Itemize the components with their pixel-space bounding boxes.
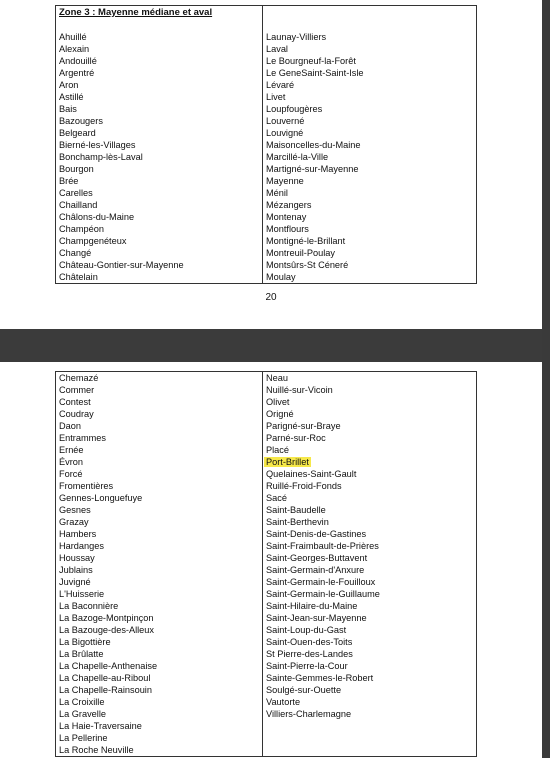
commune-item: Origné [266, 409, 294, 419]
commune-item: Champéon [59, 224, 104, 234]
commune-item: Astillé [59, 92, 84, 102]
commune-item: La Bigottière [59, 637, 111, 647]
viewer-scrollbar-track[interactable] [542, 0, 550, 758]
commune-item: Brée [59, 176, 79, 186]
commune-list-left [59, 372, 259, 756]
commune-item: La Chapelle-Rainsouin [59, 685, 152, 695]
commune-item: La Brûlatte [59, 649, 104, 659]
commune-item: Vautorte [266, 697, 301, 707]
commune-item: Bais [59, 104, 77, 114]
commune-item: Villiers-Charlemagne [266, 709, 352, 719]
commune-item: La Baconnière [59, 601, 119, 611]
commune-item: Lévaré [266, 80, 295, 90]
commune-item: Saint-Loup-du-Gast [266, 625, 347, 635]
commune-item: Loupfougères [266, 104, 323, 114]
commune-item: Saint-Pierre-la-Cour [266, 661, 348, 671]
commune-item: Aron [59, 80, 79, 90]
commune-item: Nuillé-sur-Vicoin [266, 385, 333, 395]
commune-item: La Chapelle-au-Riboul [59, 673, 151, 683]
commune-item: L'Huisserie [59, 589, 105, 599]
commune-item: Placé [266, 445, 289, 455]
commune-item: Évron [59, 457, 84, 467]
commune-item: Château-Gontier-sur-Mayenne [59, 260, 184, 270]
commune-item: Louvigné [266, 128, 304, 138]
page-number: 20 [265, 292, 277, 303]
commune-item: Martigné-sur-Mayenne [266, 164, 359, 174]
commune-item: Neau [266, 373, 288, 383]
commune-item: Montenay [266, 212, 307, 222]
commune-item: Saint-Germain-le-Fouilloux [266, 577, 376, 587]
commune-item: Juvigné [59, 577, 91, 587]
commune-item: Gesnes [59, 505, 91, 515]
commune-item: Andouillé [59, 56, 97, 66]
commune-list-right [266, 31, 473, 283]
commune-item: Changé [59, 248, 92, 258]
commune-item: Montflours [266, 224, 309, 234]
commune-item: Forcé [59, 469, 83, 479]
commune-item: Soulgé-sur-Ouette [266, 685, 342, 695]
commune-item: Coudray [59, 409, 94, 419]
commune-item: La Haie-Traversaine [59, 721, 142, 731]
commune-item: Parné-sur-Roc [266, 433, 326, 443]
commune-item: Parigné-sur-Braye [266, 421, 341, 431]
commune-item: Montsûrs-St Céneré [266, 260, 349, 270]
commune-item: Commer [59, 385, 95, 395]
commune-item: Sainte-Gemmes-le-Robert [266, 673, 374, 683]
commune-item: La Croixille [59, 697, 105, 707]
commune-item: Ahuillé [59, 32, 87, 42]
commune-item: Livet [266, 92, 286, 102]
commune-item: Saint-Hilaire-du-Maine [266, 601, 358, 611]
commune-item: Maisoncelles-du-Maine [266, 140, 361, 150]
left-column [56, 6, 263, 284]
commune-item: Argentré [59, 68, 95, 78]
commune-item: La Pellerine [59, 733, 108, 743]
commune-item: Bonchamp-lès-Laval [59, 152, 143, 162]
commune-item: Saint-Baudelle [266, 505, 326, 515]
commune-item: Bourgon [59, 164, 94, 174]
zone-3-table [55, 5, 477, 284]
commune-item: Carelles [59, 188, 93, 198]
right-column [263, 6, 477, 284]
commune-item: St Pierre-des-Landes [266, 649, 353, 659]
zone-3-table-continued [55, 371, 477, 757]
commune-item: Montreuil-Poulay [266, 248, 335, 258]
left-column [56, 372, 263, 757]
commune-item: Daon [59, 421, 81, 431]
commune-item: Châlons-du-Maine [59, 212, 135, 222]
commune-item: Montigné-le-Brillant [266, 236, 346, 246]
commune-item: Mézangers [266, 200, 312, 210]
commune-item: Saint-Ouen-des-Toits [266, 637, 353, 647]
commune-item: Contest [59, 397, 91, 407]
commune-item: Saint-Denis-de-Gastines [266, 529, 367, 539]
commune-item: Le Bourgneuf-la-Forêt [266, 56, 356, 66]
commune-item: Champgenéteux [59, 236, 127, 246]
commune-list-left [59, 31, 259, 283]
commune-item: Saint-Germain-le-Guillaume [266, 589, 380, 599]
commune-item: La Bazouge-des-Alleux [59, 625, 154, 635]
commune-item: La Roche Neuville [59, 745, 134, 755]
commune-item: Ruillé-Froid-Fonds [266, 481, 342, 491]
commune-item: Moulay [266, 272, 296, 282]
commune-item: Saint-Fraimbault-de-Prières [266, 541, 379, 551]
commune-item: Bierné-les-Villages [59, 140, 136, 150]
commune-item: Fromentières [59, 481, 114, 491]
commune-item: La Chapelle-Anthenaise [59, 661, 158, 671]
commune-item: Entrammes [59, 433, 106, 443]
right-column [263, 372, 477, 757]
commune-item: Châtelain [59, 272, 98, 282]
commune-item: Ernée [59, 445, 84, 455]
commune-item: Gennes-Longuefuye [59, 493, 143, 503]
pdf-page-20 [0, 0, 542, 329]
commune-list-right [266, 372, 473, 720]
commune-item: Saint-Germain-d'Anxure [266, 565, 365, 575]
commune-item: Jublains [59, 565, 93, 575]
commune-item: Bazougers [59, 116, 103, 126]
commune-item: Olivet [266, 397, 290, 407]
commune-item: Sacé [266, 493, 287, 503]
commune-item: La Bazoge-Montpinçon [59, 613, 154, 623]
commune-item: Belgeard [59, 128, 96, 138]
commune-item: Grazay [59, 517, 89, 527]
commune-item: Hambers [59, 529, 97, 539]
commune-item: Laval [266, 44, 288, 54]
commune-item: Houssay [59, 553, 95, 563]
commune-item: Saint-Berthevin [266, 517, 329, 527]
commune-item: Launay-Villiers [266, 32, 327, 42]
commune-item: La Gravelle [59, 709, 106, 719]
highlighted-commune: Port-Brillet [266, 457, 309, 467]
commune-item: Le GeneSaint-Saint-Isle [266, 68, 364, 78]
commune-item: Chemazé [59, 373, 99, 383]
commune-item: Louverné [266, 116, 305, 126]
zone-title: Zone 3 : Mayenne médiane et aval [59, 7, 213, 18]
commune-item: Marcillé-la-Ville [266, 152, 329, 162]
commune-item: Quelaines-Saint-Gault [266, 469, 357, 479]
commune-item: Saint-Jean-sur-Mayenne [266, 613, 367, 623]
commune-item: Mayenne [266, 176, 304, 186]
commune-item: Hardanges [59, 541, 104, 551]
commune-item: Ménil [266, 188, 288, 198]
commune-item: Saint-Georges-Buttavent [266, 553, 368, 563]
commune-item: Chailland [59, 200, 98, 210]
commune-item [266, 456, 473, 468]
commune-item: Alexain [59, 44, 90, 54]
page-separator [0, 329, 550, 362]
